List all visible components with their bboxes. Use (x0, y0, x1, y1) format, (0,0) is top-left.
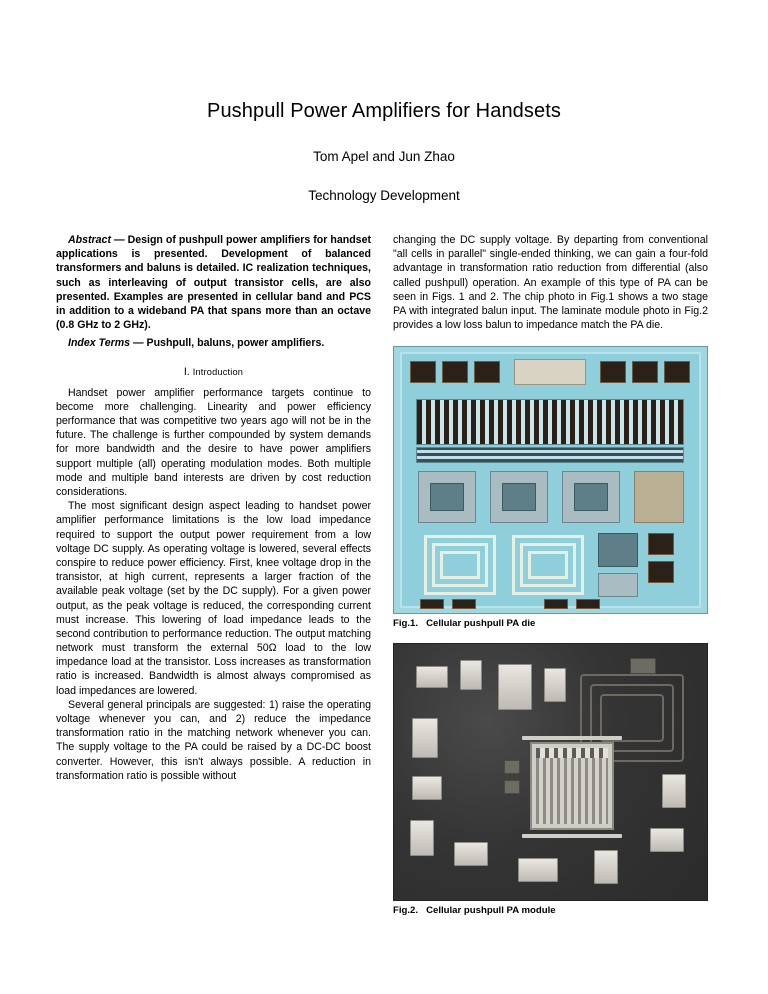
circuit-block (574, 483, 608, 511)
smd-component (662, 774, 686, 808)
figure-1 (393, 346, 708, 631)
pa-die (530, 742, 614, 830)
bond-pad (420, 599, 444, 609)
figure-1-caption-text: Cellular pushpull PA die (426, 618, 536, 630)
abstract-text: Design of pushpull power amplifiers for handset applications is presented. Development of balanced transformers and baluns is detailed. IC realization techniques, such as interleaving of output transistor cells, are also presented. Examples are presented in cellular band and PCS in addition to a wideband PA that spans more than an octave (0.8 GHz to 2 GHz). (56, 234, 371, 332)
bond-pad (664, 361, 690, 383)
page-title: Pushpull Power Amplifiers for Handsets (207, 100, 561, 122)
paragraph: Several general principals are suggested: 1) raise the operating voltage whenever you can, and 2) reduce the impedance transformation ratio in the matching network whenever you can. The supply voltage to the PA could be raised by a DC-DC boost converter. However, this isn't always possible. A reduction in transformation ratio is possible without (56, 698, 371, 782)
section-heading-introduction (56, 365, 371, 379)
section-number: I. (183, 365, 190, 378)
manifold-bus (416, 447, 684, 463)
index-terms-lead: Index Terms (68, 337, 131, 350)
die-bond-pads (536, 748, 608, 758)
figure-2-caption-text: Cellular pushpull PA module (426, 905, 556, 917)
bond-wire (522, 736, 622, 740)
abstract-block (56, 233, 371, 332)
two-column-body (56, 233, 712, 930)
bond-pad (474, 361, 500, 383)
transistor-cell-array (416, 399, 684, 445)
cellular-pushpull-pa-die-photo (393, 346, 708, 614)
circuit-block (598, 573, 638, 597)
smd-component (504, 760, 520, 774)
figure-1-label: Fig.1. (393, 618, 419, 630)
bond-pad (600, 361, 626, 383)
circuit-block (598, 533, 638, 567)
figure-2-label: Fig.2. (393, 905, 419, 917)
bond-pad (632, 361, 658, 383)
cellular-pushpull-pa-module-photo (393, 643, 708, 901)
abstract-dash-glyph: — (113, 234, 125, 246)
bond-pad (442, 361, 468, 383)
bond-pad (410, 361, 436, 383)
bond-pad (514, 359, 586, 385)
bond-pad (576, 599, 600, 609)
smd-component (410, 820, 434, 856)
bond-pad (648, 561, 674, 583)
section-title: Introduction (192, 366, 244, 377)
circuit-block (634, 471, 684, 523)
affiliation: Technology Development (308, 188, 460, 203)
smd-component (518, 858, 558, 882)
bond-wire (522, 834, 622, 838)
figure-2-caption (393, 905, 708, 918)
bond-pad (452, 599, 476, 609)
author-list: Tom Apel and Jun Zhao (313, 149, 455, 164)
smd-component (416, 666, 448, 688)
left-column (56, 233, 371, 930)
smd-component (544, 668, 566, 702)
index-terms-dash: — (132, 337, 144, 350)
paragraph: Handset power amplifier performance targets continue to become more challenging. Linearity and power efficiency performance that was competitive two years ago will not be in the future. The challenge is further compounded by system demands for more bandwidth and the desire to have power amplifiers support multiple (all) operating modulation modes. Both multiple mode and multiple band interests are driven by cost reduction considerations. (56, 386, 371, 498)
smd-component (630, 658, 656, 674)
abstract-lead: Abstract (68, 234, 111, 246)
die-metalization (536, 748, 608, 824)
balun-spiral-inductor (424, 535, 496, 595)
index-terms-block (56, 336, 371, 350)
circuit-block (430, 483, 464, 511)
smd-component (412, 776, 442, 800)
smd-component (498, 664, 532, 710)
index-terms-text: Pushpull, baluns, power amplifiers. (146, 337, 325, 350)
circuit-block (502, 483, 536, 511)
right-column (393, 233, 708, 930)
paragraph: The most significant design aspect leading to handset power amplifier performance limitations is the low load impedance required to support the output power requirement from a low voltage DC supply. As operating voltage is lowered, several effects conspire to reduce power efficiency. First, knee voltage drop in the transistor, at high current, represents a larger fraction of the available peak voltage (set by the DC supply). For a given power output, as the peak voltage is reduced, the corresponding current must increase. This lowering of load impedance leads to the second contribution to performance reduction. The output matching network must transform the external 50Ω load to the low impedance load at the transistor. Loss increases as transformation ratio is increased. Bandwidth is almost always compromised as load impedances are lowered. (56, 500, 371, 697)
figure-2 (393, 643, 708, 918)
balun-trace (600, 694, 664, 742)
smd-component (460, 660, 482, 690)
balun-spiral-inductor (512, 535, 584, 595)
paragraph: changing the DC supply voltage. By departing from conventional "all cells in parallel" single-ended thinking, we can gain a four-fold advantage in transformation ratio reduction from differential (also called pushpull) operation. An example of this type of PA can be seen in Figs. 1 and 2. The chip photo in Fig.1 shows a two stage PA with integrated balun input. The laminate module photo in Fig.2 provides a low loss balun to impedance match the PA die. (393, 234, 708, 332)
bond-pad (544, 599, 568, 609)
figure-1-caption (393, 618, 708, 631)
smd-component (650, 828, 684, 852)
smd-component (412, 718, 438, 758)
smd-component (454, 842, 488, 866)
smd-component (594, 850, 618, 884)
smd-component (504, 780, 520, 794)
bond-pad (648, 533, 674, 555)
